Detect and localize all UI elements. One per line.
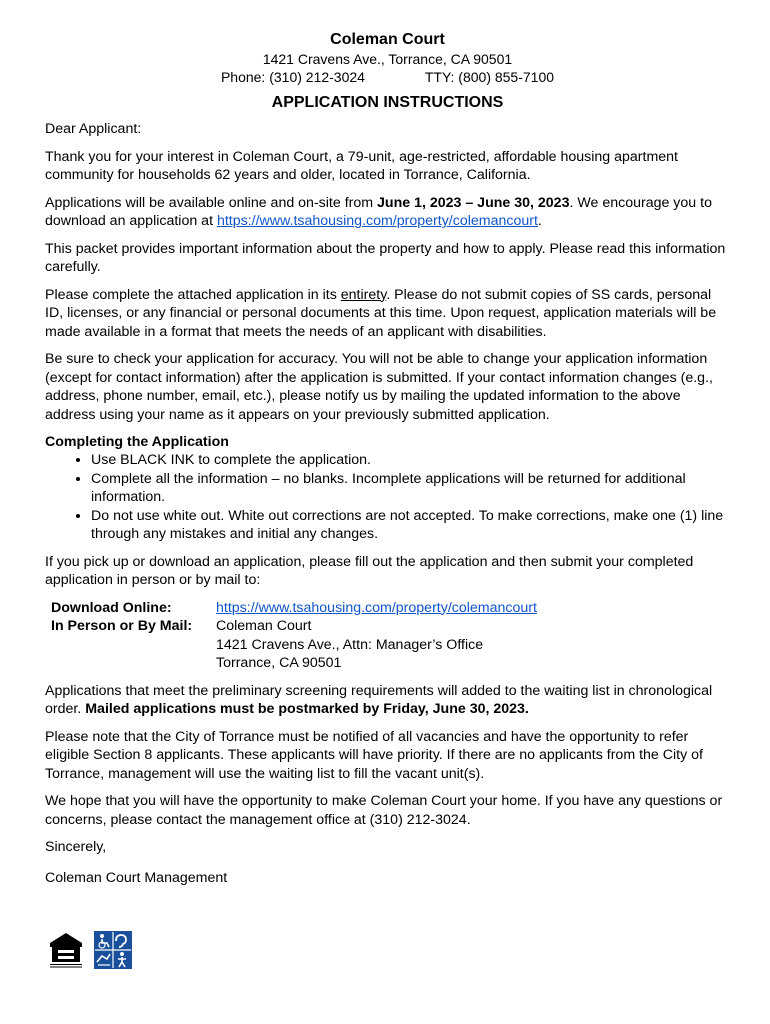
tty-number: TTY: (800) 855-7100 (424, 69, 555, 85)
footer-logos (48, 931, 132, 973)
waiting-list-text: Applications that meet the preliminary screening requirements will added to the waiting list in chronological order. (45, 682, 713, 717)
signature: Coleman Court Management (45, 869, 228, 886)
availability-dates: June 1, 2023 – June 30, 2023 (377, 194, 570, 211)
complete-paragraph (45, 286, 730, 342)
equal-housing-icon (48, 931, 84, 973)
availability-text-c: . (537, 213, 542, 229)
completing-heading: Completing the Application (45, 434, 229, 450)
page-title: APPLICATION INSTRUCTIONS (271, 94, 504, 111)
packet-paragraph: This packet provides important information about the property and how to apply. Please read this information carefully. (45, 240, 726, 275)
closing: Sincerely, (45, 839, 107, 855)
download-online-label: Download Online: (51, 599, 172, 616)
list-item: • Complete all the information – no blanks. Incomplete applications will be returned for additional information. (91, 470, 730, 507)
accuracy-paragraph: Be sure to check your application for accuracy. You will not be able to change your application information (except for contact information) after the application is submitted. If your contact information changes (e.g., address, phone number, email, etc.), please notify us by mailing the updated information to the above address using your name as it appears on your previously submitted application. (45, 351, 713, 423)
list-item: • Do not use white out. White out corrections are not accepted. To make corrections, make one (1) line through any mistakes and initial any changes. (91, 507, 730, 544)
availability-paragraph (45, 194, 730, 231)
intro-paragraph: Thank you for your interest in Coleman Court, a 79-unit, age-restricted, affordable housing apartment community for households 62 years and older, located in Torrance, California. (45, 148, 678, 183)
closing-paragraph: We hope that you will have the opportunity to make Coleman Court your home. If you have any questions or concerns, please contact the management office at (310) 212-3024. (45, 793, 723, 828)
completing-list (45, 451, 730, 544)
application-link[interactable]: https://www.tsahousing.com/property/colemancourt (216, 213, 538, 229)
download-online-link[interactable]: https://www.tsahousing.com/property/colemancourt (216, 599, 537, 616)
availability-text-b: . We encourage you to download an application at (45, 194, 712, 229)
availability-text-a: Applications will be available online and on-site from (45, 194, 378, 211)
complete-text-a: Please complete the attached application in its (45, 286, 341, 303)
complete-text-b: . Please do not submit copies of SS cards, personal ID, licenses, or any financial or personal documents at this time. Upon request, application materials will be made available in a format that meets the needs of an applicant with disabilities. (45, 286, 717, 340)
salutation: Dear Applicant: (45, 121, 142, 137)
document-page (45, 30, 730, 896)
postmark-deadline: Mailed applications must be postmarked by Friday, June 30, 2023. (85, 701, 529, 717)
property-name: Coleman Court (330, 31, 445, 48)
phone-number: Phone: (310) 212-3024 (220, 69, 365, 85)
accessibility-icon (94, 931, 132, 973)
section8-paragraph: Please note that the City of Torrance must be notified of all vacancies and have the opportunity to refer eligible Section 8 applicants. These applicants will have priority. If there are no applicants from the City of Torrance, management will use the waiting list to fill the vacant unit(s). (45, 728, 703, 782)
property-address: 1421 Cravens Ave., Torrance, CA 90501 (262, 51, 513, 67)
mail-label: In Person or By Mail: (51, 618, 193, 634)
contact-line (45, 68, 730, 86)
letterhead (45, 30, 730, 86)
mail-line-3: Torrance, CA 90501 (216, 655, 342, 671)
mail-line-2: 1421 Cravens Ave., Attn: Manager’s Office (216, 636, 484, 653)
entirety-text: entirety (340, 286, 387, 303)
submit-paragraph: If you pick up or download an application, please fill out the application and then submit your completed application in person or by mail to: (45, 553, 694, 588)
submission-details (51, 599, 730, 673)
list-item: • Use BLACK INK to complete the application. (91, 451, 730, 470)
waiting-list-paragraph (45, 682, 730, 719)
mail-line-1: Coleman Court (216, 618, 312, 634)
